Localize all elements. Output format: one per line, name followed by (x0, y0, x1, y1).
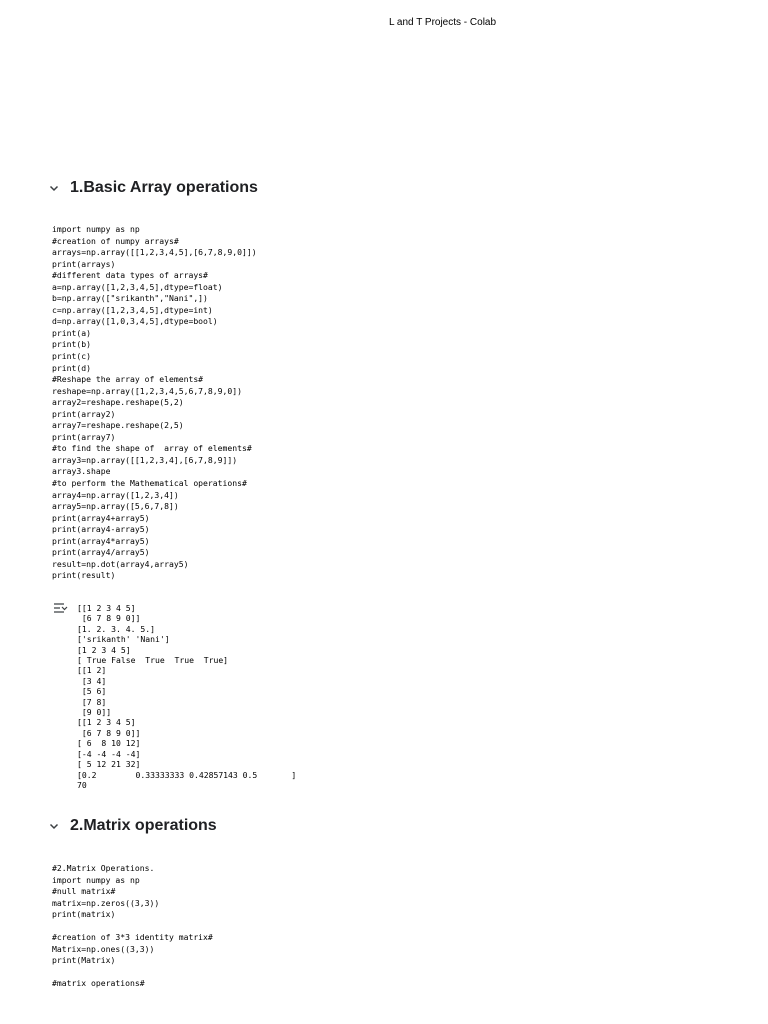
output-toggle-icon[interactable] (53, 602, 69, 614)
page-title: L and T Projects - Colab (388, 17, 497, 28)
cell-output: [[1 2 3 4 5] [6 7 8 9 0]] [1. 2. 3. 4. 5.] ['srikanth' 'Nani'] [1 2 3 4 5] [ True False True True True] [[1 2] [3 4] [5 6] [7 8] [9 0]] [[1 2 3 4 5] [6 7 8 9 0]] [ 6 8 10 12] [-4 -4 -4 -4] [ 5 12 21 32] [0.2 0.33333333 0.42857143 0.5 ] 70 (77, 603, 297, 790)
chevron-down-icon[interactable] (48, 820, 60, 832)
section-header-matrix-operations[interactable] (48, 817, 217, 835)
section-header-basic-array-operations[interactable] (48, 179, 258, 197)
chevron-down-icon[interactable] (48, 182, 60, 194)
code-cell[interactable]: import numpy as np #creation of numpy arrays# arrays=np.array([[1,2,3,4,5],[6,7,8,9,0]]) print(arrays) #different data types of arrays# a=np.array([1,2,3,4,5],dtype=float) b=np.array(["srikanth","Nani",]) c=np.array([1,2,3,4,5],dtype=int) d=np.array([1,0,3,4,5],dtype=bool) print(a) print(b) print(c) print(d) #Reshape the array of elements# reshape=np.array([1,2,3,4,5,6,7,8,9,0]) array2=reshape.reshape(5,2) print(array2) array7=reshape.reshape(2,5) print(array7) #to find the shape of array of elements# array3=np.array([[1,2,3,4],[6,7,8,9]]) array3.shape #to perform the Mathematical operations# array4=np.array([1,2,3,4]) array5=np.array([5,6,7,8]) print(array4+array5) print(array4-array5) print(array4*array5) print(array4/array5) result=np.dot(array4,array5) print(result) (52, 224, 257, 581)
code-cell[interactable]: #2.Matrix Operations. import numpy as np #null matrix# matrix=np.zeros((3,3)) print(matrix) #creation of 3*3 identity matrix# Matrix=np.ones((3,3)) print(Matrix) #matrix operations# (52, 863, 213, 989)
section-title: 2.Matrix operations (70, 817, 217, 834)
section-title: 1.Basic Array operations (70, 179, 258, 196)
